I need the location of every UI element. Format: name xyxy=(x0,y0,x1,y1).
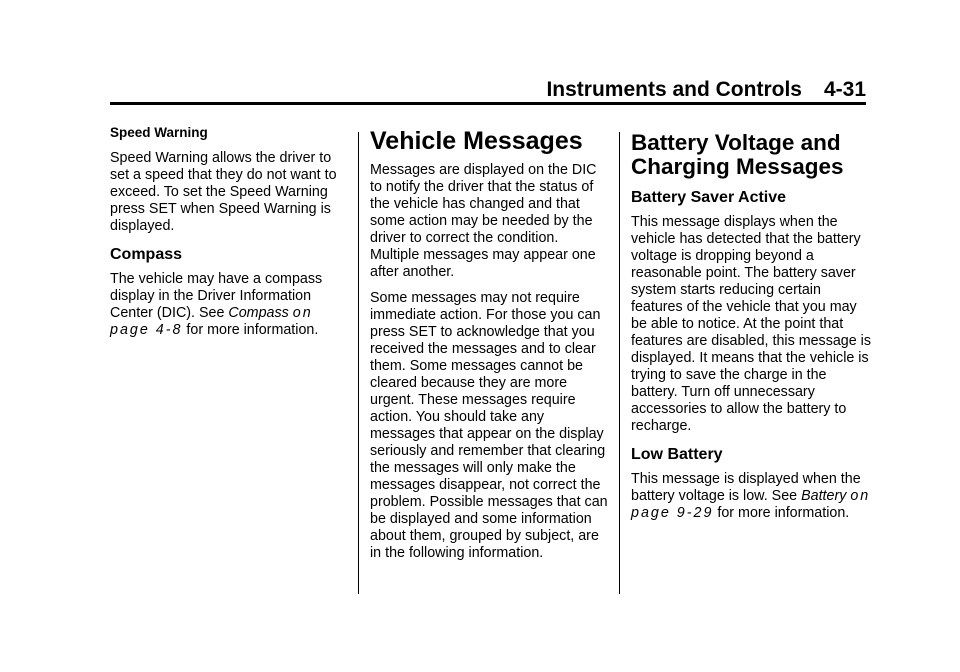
speed-warning-heading: Speed Warning xyxy=(110,125,208,140)
vehicle-messages-heading: Vehicle Messages xyxy=(370,127,583,155)
column-2 xyxy=(370,129,610,571)
low-battery-heading: Low Battery xyxy=(631,446,723,463)
battery-link-title: Battery xyxy=(801,488,847,504)
compass-body-tail: for more information. xyxy=(182,322,319,338)
header-rule xyxy=(110,102,866,105)
column-divider-2 xyxy=(619,132,620,594)
column-3 xyxy=(631,128,871,531)
running-header xyxy=(110,78,866,102)
compass-link-title: Compass xyxy=(228,305,289,321)
column-divider-1 xyxy=(358,132,359,594)
page-number: 4-31 xyxy=(823,78,866,101)
compass-link-page: on page 4-8 xyxy=(110,305,313,338)
battery-section-heading: Battery Voltage and Charging Messages xyxy=(631,130,844,179)
low-battery-body-text: This message is displayed when the battery voltage is low. See xyxy=(631,471,861,504)
battery-saver-heading: Battery Saver Active xyxy=(631,189,787,206)
column-1 xyxy=(110,124,350,348)
speed-warning-body: Speed Warning allows the driver to set a speed that they do not want to exceed. To set the Speed Warning press SET when Speed Warning is displayed. xyxy=(110,150,337,234)
header-title: Instruments and Controls xyxy=(546,78,802,101)
vehicle-messages-para-2: Some messages may not require immediate action. For those you can press SET to acknowledge that you received the messages and to clear them. Some messages cannot be cleared because they are more urgent. These messages require action. You should take any messages that appear on the display seriously and remember that clearing the messages will only make the messages disappear, not correct the problem. Possible messages that can be displayed and some information about them, grouped by subject, are in the following information. xyxy=(370,290,608,561)
low-battery-body-tail: for more information. xyxy=(713,505,850,521)
vehicle-messages-para-1: Messages are displayed on the DIC to notify the driver that the status of the vehicle has changed and that some action may be needed by the driver to correct the condition. Multiple messages may appear one after another. xyxy=(370,162,597,280)
battery-link-page: on page 9-29 xyxy=(631,488,871,521)
compass-body-text: The vehicle may have a compass display in the Driver Information Center (DIC). See xyxy=(110,271,323,321)
compass-heading: Compass xyxy=(110,246,183,263)
battery-saver-body: This message displays when the vehicle has detected that the battery voltage is dropping beyond a reasonable point. The battery saver system starts reducing certain features of the vehicle that you may be able to notice. At the point that features are disabled, this message is displayed. It means that the vehicle is trying to save the charge in the battery. Turn off unnecessary accessories to allow the battery to recharge. xyxy=(631,214,871,434)
compass-body xyxy=(110,271,350,339)
low-battery-body xyxy=(631,471,871,522)
